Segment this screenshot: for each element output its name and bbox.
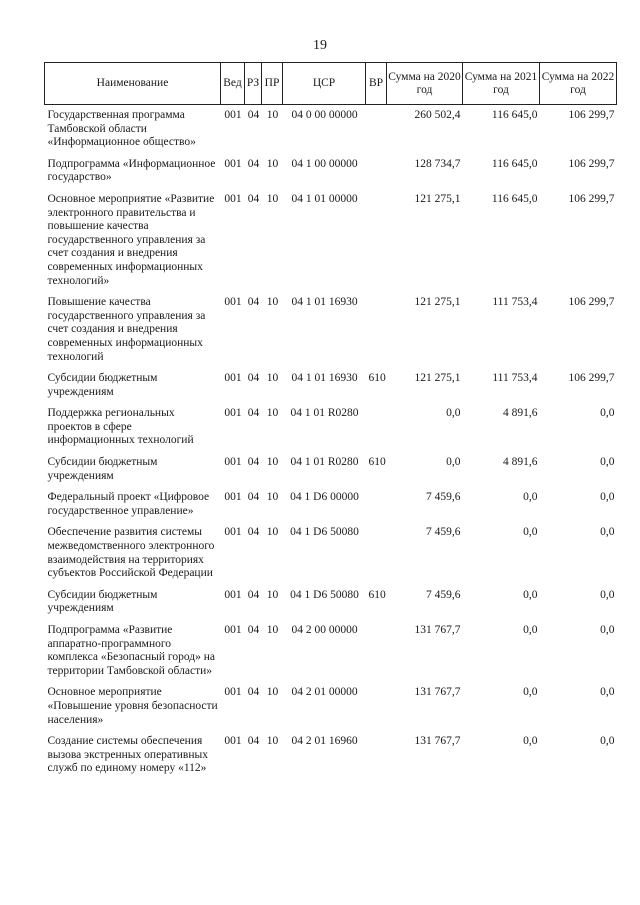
row-sum-2020: 131 767,7	[414, 735, 461, 748]
table-row	[45, 487, 617, 522]
row-sum-2021: 111 753,4	[492, 372, 538, 385]
row-csr: 04 1 D6 50080	[290, 588, 359, 601]
row-csr: 04 1 01 16930	[291, 296, 358, 309]
row-vr: 610	[368, 456, 386, 469]
row-sum-2021: 4 891,6	[503, 407, 538, 420]
row-csr: 04 1 00 00000	[291, 157, 358, 170]
row-pr: 10	[266, 192, 279, 205]
row-name: Поддержка региональных проектов в сфере информационных технологий	[47, 407, 194, 447]
row-rz: 04	[247, 456, 260, 469]
row-ved: 001	[224, 372, 242, 385]
row-vr	[366, 403, 387, 452]
row-name: Подпрограмма «Развитие аппаратно-программного комплекса «Безопасный город» на территории Тамбовской области»	[47, 624, 216, 677]
row-csr: 04 1 01 16930	[291, 372, 358, 385]
row-sum-2022: 0,0	[600, 407, 615, 420]
table-row	[45, 189, 617, 292]
row-rz: 04	[247, 372, 260, 385]
row-sum-2021: 0,0	[523, 624, 538, 636]
row-ved: 001	[224, 735, 242, 748]
table-row	[45, 731, 617, 780]
row-vr	[366, 154, 387, 189]
header-ved: Вед	[221, 63, 245, 105]
row-ved: 001	[224, 624, 242, 636]
row-csr: 04 1 D6 50080	[290, 526, 359, 539]
row-rz: 04	[247, 491, 260, 504]
row-pr: 10	[266, 624, 279, 636]
row-vr: 610	[368, 372, 386, 385]
row-name: Федеральный проект «Цифровое государственное управление»	[47, 491, 210, 517]
row-rz: 04	[247, 588, 260, 601]
row-ved: 001	[224, 296, 242, 309]
row-ved: 001	[224, 588, 242, 601]
row-sum-2021: 116 645,0	[491, 157, 538, 170]
row-sum-2020: 131 767,7	[414, 624, 461, 636]
row-rz: 04	[247, 624, 260, 636]
row-csr: 04 1 01 R0280	[290, 456, 359, 469]
row-csr: 04 2 01 00000	[291, 686, 358, 699]
row-sum-2020: 7 459,6	[426, 526, 461, 539]
row-name: Создание системы обеспечения вызова экстренных оперативных служб по единому номеру «112»	[47, 735, 208, 775]
row-sum-2022: 106 299,7	[568, 372, 615, 385]
table-row	[45, 620, 617, 682]
row-sum-2021: 111 753,4	[492, 296, 538, 309]
row-sum-2022: 0,0	[600, 588, 615, 601]
page-number: 19	[313, 38, 327, 53]
row-pr: 10	[266, 686, 279, 699]
row-csr: 04 2 00 00000	[291, 624, 358, 636]
row-sum-2020: 121 275,1	[414, 372, 461, 385]
row-pr: 10	[266, 735, 279, 748]
row-name: Повышение качества государственного управления за счет создания и внедрения современных информационных технологий	[47, 296, 206, 363]
table-row	[45, 154, 617, 189]
header-rz: РЗ	[245, 63, 262, 105]
row-ved: 001	[224, 526, 242, 539]
row-rz: 04	[247, 296, 260, 309]
table-row	[45, 522, 617, 584]
row-name: Основное мероприятие «Повышение уровня безопасности населения»	[47, 686, 218, 726]
row-name: Субсидии бюджетным учреждениям	[47, 372, 158, 398]
row-ved: 001	[224, 192, 242, 205]
row-sum-2020: 131 767,7	[414, 686, 461, 699]
row-csr: 04 2 01 16960	[291, 735, 358, 748]
row-rz: 04	[247, 526, 260, 539]
row-csr: 04 1 01 00000	[291, 192, 358, 205]
row-ved: 001	[224, 686, 242, 699]
row-csr: 04 1 D6 00000	[290, 491, 359, 504]
row-pr: 10	[266, 407, 279, 420]
row-sum-2022: 0,0	[600, 526, 615, 539]
row-csr: 04 1 01 R0280	[290, 407, 359, 420]
row-vr	[366, 522, 387, 584]
row-pr: 10	[266, 296, 279, 309]
table-body	[45, 105, 617, 780]
table-row	[45, 682, 617, 731]
row-name: Основное мероприятие «Развитие электронного правительства и повышение качества государственного управления за счет создания и внедрения современных информационных технологий»	[47, 192, 215, 287]
header-name: Наименование	[45, 63, 221, 105]
row-rz: 04	[247, 686, 260, 699]
row-sum-2021: 0,0	[523, 588, 538, 601]
row-pr: 10	[266, 109, 279, 121]
row-rz: 04	[247, 192, 260, 205]
row-name: Обеспечение развития системы межведомственного электронного взаимодействия на территориях субъектов Российской Федерации	[47, 526, 215, 580]
row-sum-2021: 4 891,6	[503, 456, 538, 469]
row-vr	[366, 292, 387, 368]
header-vr: ВР	[366, 63, 387, 105]
row-sum-2020: 7 459,6	[426, 491, 461, 504]
row-name: Субсидии бюджетным учреждениям	[47, 456, 158, 482]
row-name: Государственная программа Тамбовской области «Информационное общество»	[47, 109, 196, 149]
row-sum-2021: 0,0	[523, 526, 538, 539]
row-vr	[366, 682, 387, 731]
row-sum-2020: 260 502,4	[414, 109, 461, 121]
table-row	[45, 585, 617, 620]
row-csr: 04 0 00 00000	[291, 109, 358, 121]
row-sum-2022: 106 299,7	[568, 296, 615, 309]
row-sum-2022: 106 299,7	[568, 157, 615, 170]
header-sum-2021: Сумма на 2021 год	[463, 63, 540, 105]
row-rz: 04	[247, 407, 260, 420]
row-pr: 10	[266, 157, 279, 170]
row-pr: 10	[266, 456, 279, 469]
row-sum-2022: 0,0	[600, 735, 615, 748]
table-row	[45, 452, 617, 487]
row-name: Субсидии бюджетным учреждениям	[47, 588, 158, 615]
row-sum-2020: 7 459,6	[426, 588, 461, 601]
row-vr	[366, 105, 387, 154]
row-sum-2022: 0,0	[600, 624, 615, 636]
row-sum-2021: 0,0	[523, 735, 538, 748]
row-sum-2021: 116 645,0	[491, 192, 538, 205]
row-sum-2021: 0,0	[523, 491, 538, 504]
row-sum-2020: 0,0	[446, 456, 461, 469]
row-sum-2020: 0,0	[446, 407, 461, 420]
row-name: Подпрограмма «Информационное государство»	[47, 157, 216, 184]
row-ved: 001	[224, 491, 242, 504]
row-pr: 10	[266, 526, 279, 539]
row-sum-2022: 0,0	[600, 456, 615, 469]
row-sum-2021: 0,0	[523, 686, 538, 699]
row-ved: 001	[224, 407, 242, 420]
table-row	[45, 368, 617, 403]
row-sum-2021: 116 645,0	[491, 109, 538, 121]
table-row	[45, 105, 617, 154]
row-sum-2020: 121 275,1	[414, 192, 461, 205]
header-csr: ЦСР	[283, 63, 366, 105]
row-pr: 10	[266, 491, 279, 504]
header-sum-2020: Сумма на 2020 год	[387, 63, 463, 105]
header-pr: ПР	[262, 63, 283, 105]
row-vr	[366, 731, 387, 780]
row-sum-2022: 0,0	[600, 491, 615, 504]
row-vr: 610	[368, 588, 386, 601]
row-rz: 04	[247, 735, 260, 748]
row-ved: 001	[224, 157, 242, 170]
row-vr	[366, 487, 387, 522]
row-sum-2022: 106 299,7	[568, 192, 615, 205]
row-pr: 10	[266, 372, 279, 385]
row-pr: 10	[266, 588, 279, 601]
table-header-row	[45, 63, 617, 105]
row-ved: 001	[224, 109, 242, 121]
table-row	[45, 403, 617, 452]
row-sum-2022: 0,0	[600, 686, 615, 699]
row-rz: 04	[247, 157, 260, 170]
row-vr	[366, 189, 387, 292]
row-sum-2022: 106 299,7	[568, 109, 615, 121]
row-rz: 04	[247, 109, 260, 121]
row-sum-2020: 121 275,1	[414, 296, 461, 309]
row-sum-2020: 128 734,7	[414, 157, 461, 170]
table-row	[45, 292, 617, 368]
row-ved: 001	[224, 456, 242, 469]
header-sum-2022: Сумма на 2022 год	[540, 63, 617, 105]
row-vr	[366, 620, 387, 682]
budget-table	[44, 62, 617, 780]
